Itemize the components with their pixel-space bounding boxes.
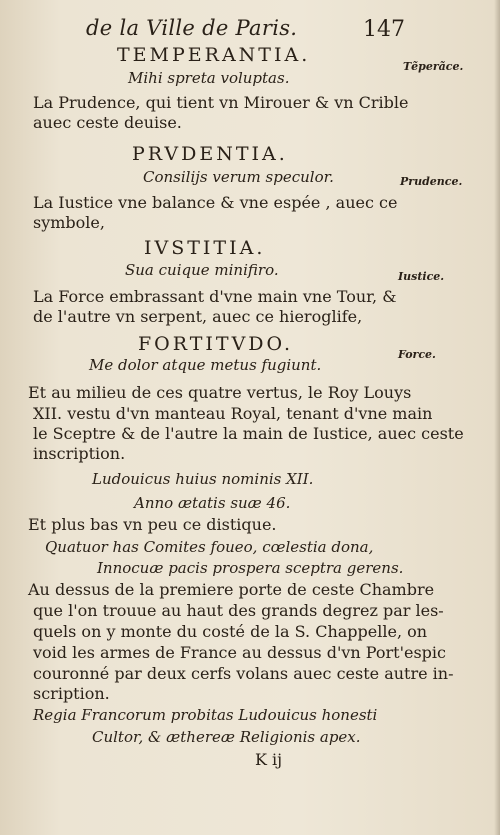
text-line: Et au milieu de ces quatre vertus, le Roy Louys xyxy=(28,383,412,402)
text-line: La Force embrassant d'vne main vne Tour, & xyxy=(33,287,397,306)
running-title: de la Ville de Paris. xyxy=(86,16,298,40)
text-line: Et plus bas vn peu ce distique. xyxy=(28,515,277,534)
motto-fortitudo: Me dolor atque metus fugiunt. xyxy=(89,356,322,374)
margin-note-iustice: Iustice. xyxy=(398,270,445,283)
text-line: auec ceste deuise. xyxy=(33,113,182,132)
text-line: couronné par deux cerfs volans auec ceste autre in- xyxy=(33,664,454,683)
text-line: XII. vestu d'vn manteau Royal, tenant d'vne main xyxy=(33,404,433,423)
inscription-line: Cultor, & æthereæ Religionis apex. xyxy=(92,728,361,746)
text-line: inscription. xyxy=(33,444,126,463)
text-line: void les armes de France au dessus d'vn Port'espic xyxy=(33,643,446,662)
text-line: le Sceptre & de l'autre la main de Iustice, auec ceste xyxy=(33,424,464,443)
inscription-line: Regia Francorum probitas Ludouicus honesti xyxy=(33,706,378,724)
motto-iustitia: Sua cuique minifiro. xyxy=(125,261,279,279)
page-number: 147 xyxy=(363,17,405,42)
distich-line: Innocuæ pacis prospera sceptra gerens. xyxy=(97,559,404,577)
inscription-line: Anno ætatis suæ 46. xyxy=(134,494,291,512)
margin-note-prudence: Prudence. xyxy=(400,175,463,188)
text-line: symbole, xyxy=(33,213,105,232)
text-line: quels on y monte du costé de la S. Chappelle, on xyxy=(33,622,428,641)
motto-prudentia: Consilijs verum speculor. xyxy=(143,168,334,186)
text-line: La Iustice vne balance & vne espée , auec ce xyxy=(33,193,398,212)
margin-note-force: Force. xyxy=(398,348,436,361)
section-heading-temperantia: TEMPERANTIA. xyxy=(117,44,311,66)
section-heading-iustitia: IVSTITIA. xyxy=(144,237,266,259)
inscription-line: Ludouicus huius nominis XII. xyxy=(92,470,314,488)
margin-note-temperance: Tẽperãce. xyxy=(403,60,464,73)
text-line: que l'on trouue au haut des grands degrez par les- xyxy=(33,601,444,620)
section-heading-fortitudo: FORTITVDO. xyxy=(138,333,294,355)
signature-mark: K ij xyxy=(255,750,283,769)
text-line: scription. xyxy=(33,684,110,703)
distich-line: Quatuor has Comites foueo, cœlestia dona, xyxy=(45,538,374,556)
text-line: de l'autre vn serpent, auec ce hieroglife, xyxy=(33,307,363,326)
text-line: La Prudence, qui tient vn Mirouer & vn Crible xyxy=(33,93,409,112)
motto-temperantia: Mihi spreta voluptas. xyxy=(128,69,290,87)
section-heading-prudentia: PRVDENTIA. xyxy=(132,143,288,165)
text-line: Au dessus de la premiere porte de ceste Chambre xyxy=(28,580,435,599)
